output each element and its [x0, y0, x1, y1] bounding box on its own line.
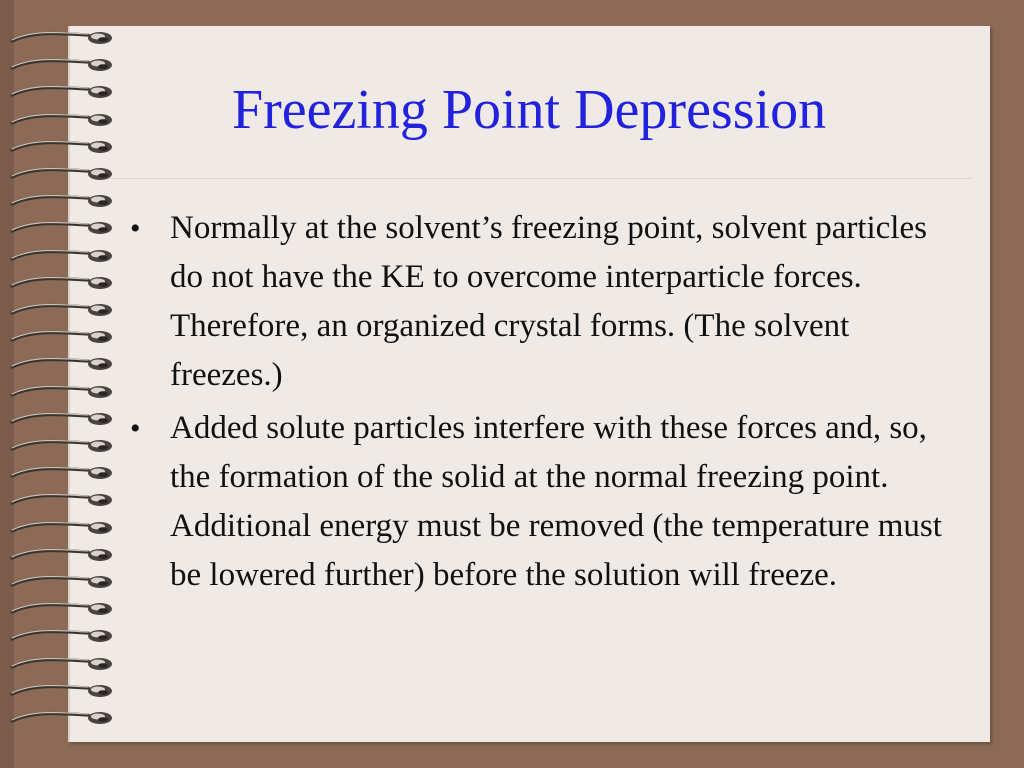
binding-ring	[10, 409, 120, 429]
binding-ring	[10, 572, 120, 592]
binding-ring	[10, 599, 120, 619]
binding-ring	[10, 654, 120, 674]
binding-ring	[10, 626, 120, 646]
binding-ring	[10, 681, 120, 701]
bullet-item	[128, 404, 968, 600]
binding-ring	[10, 354, 120, 374]
bullet-list	[128, 204, 968, 604]
bullet-text: Normally at the solvent’s freezing point, solvent particles do not have the KE to overcome interparticle forces. Therefore, an organized crystal forms. (The solvent freezes.)	[170, 210, 927, 393]
binding-ring	[10, 490, 120, 510]
binding-ring	[10, 463, 120, 483]
binding-ring	[10, 436, 120, 456]
binding-ring	[10, 545, 120, 565]
bullet-text: Added solute particles interfere with these forces and, so, the formation of the solid at the normal freezing point. Additional energy must be removed (the temperature must be lowered further) before the solution will freeze.	[170, 410, 942, 593]
binding-ring	[10, 273, 120, 293]
binding-ring	[10, 518, 120, 538]
binding-ring	[10, 218, 120, 238]
binding-ring	[10, 191, 120, 211]
bullet-icon: •	[130, 412, 141, 445]
bullet-item	[128, 204, 968, 400]
binding-ring	[10, 28, 120, 48]
slide-title: Freezing Point Depression	[231, 79, 827, 141]
binding-ring	[10, 382, 120, 402]
bullet-icon: •	[130, 212, 141, 245]
binding-ring	[10, 164, 120, 184]
title-divider	[110, 178, 972, 179]
binding-ring	[10, 246, 120, 266]
binding-ring	[10, 327, 120, 347]
binding-ring	[10, 708, 120, 728]
binding-ring	[10, 300, 120, 320]
